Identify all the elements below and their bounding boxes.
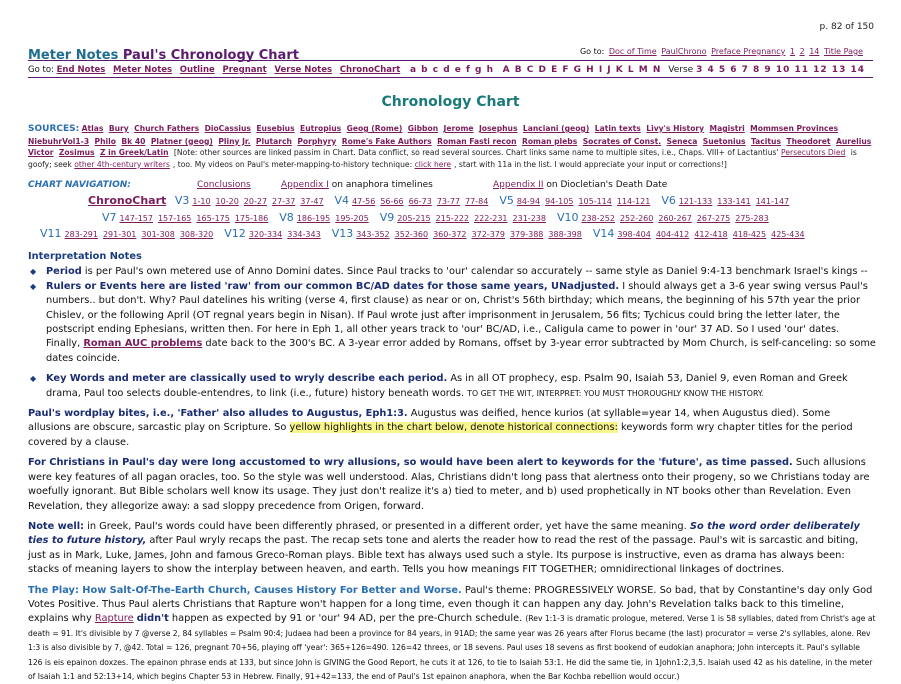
link-roman-auc[interactable]: Roman AUC problems: [83, 338, 203, 350]
link-chronochart[interactable]: ChronoChart: [339, 65, 401, 75]
source-link[interactable]: Lanciani (geog): [522, 124, 590, 133]
range-link[interactable]: 147-157: [119, 214, 153, 223]
range-link[interactable]: 165-175: [196, 214, 230, 223]
link-persecutors-died[interactable]: Persecutors Died: [781, 148, 846, 158]
source-link[interactable]: Latin texts: [594, 124, 641, 133]
interp-heading: Interpretation Notes: [28, 251, 142, 262]
source-link[interactable]: Roman plebs: [521, 136, 578, 146]
verse-label: V13: [331, 227, 354, 240]
page-number: p. 82 of 150: [819, 22, 874, 32]
source-link[interactable]: Magistri: [709, 124, 745, 133]
source-link[interactable]: Plutarch: [255, 136, 292, 146]
source-link[interactable]: Eusebius: [256, 124, 295, 133]
range-link[interactable]: 320-334: [248, 230, 283, 239]
range-link[interactable]: 133-141: [717, 197, 751, 206]
range-link[interactable]: 20-27: [243, 197, 268, 206]
link-doc-of-time[interactable]: Doc of Time: [608, 47, 657, 56]
range-link[interactable]: 260-267: [658, 214, 692, 223]
source-link[interactable]: NiebuhrVol1-3: [28, 136, 90, 146]
link-meter-notes[interactable]: Meter Notes: [113, 65, 173, 75]
source-link[interactable]: Seneca: [666, 136, 698, 146]
range-link[interactable]: 238-252: [581, 214, 615, 223]
source-link[interactable]: Roman Fasti recon: [437, 136, 517, 146]
verse-label: V4: [334, 194, 350, 207]
page-title: Chronology Chart: [381, 94, 520, 110]
verse-label: V5: [499, 194, 514, 207]
source-link[interactable]: Geog (Rome): [346, 124, 403, 133]
nav-row-1: [88, 194, 794, 207]
range-link[interactable]: 47-56: [352, 197, 376, 206]
range-link[interactable]: 222-231: [474, 214, 508, 223]
range-link[interactable]: 283-291: [64, 230, 98, 239]
nav-row-3: [34, 227, 810, 240]
range-link[interactable]: 425-434: [771, 230, 805, 239]
verse-label: V14: [592, 227, 615, 240]
source-link[interactable]: Tacitus: [750, 136, 781, 146]
range-link[interactable]: 388-398: [548, 230, 582, 239]
range-link[interactable]: 186-195: [296, 214, 331, 223]
nav-row-2: [96, 211, 774, 224]
link-click-here[interactable]: click here: [414, 159, 452, 169]
link-paulchrono[interactable]: PaulChrono: [661, 47, 707, 56]
source-link[interactable]: Theodoret: [786, 136, 831, 146]
header-goto: Go to: Doc of Time PaulChrono Preface Pregnancy 1 2 14 Title Page: [579, 47, 863, 56]
range-link[interactable]: 418-425: [732, 230, 767, 239]
sources-block: SOURCES: Atlas Bury Church Fathers DioCassius Eusebius Eutropius Geog (Rome) Gibbon Jerome Josephus Lanciani (geog) Latin texts Livy's History Magistri Mommsen Provinces NiebuhrVol1-3 Philo Bk 40 Platner (geog) Pliny Jr. Plutarch Porphyry Rome's Fake Authors Roman Fasti recon Roman plebs Socrates of Const. Seneca Suetonius Tacitus Theodoret Aurelius Victor Zosimus Z in Greek/Latin [Note: other sources are linked passim in Chart. Data conflict, so read several sources. Chart links same name to multiple sites, i.e., Chaps. VIII+ of Lactantius' Persecutors Died is goofy; seek other 4th-century writers , too. My videos on Paul's meter-mapping-to-history technique: click here , start with 11a in the list. I would appreciate your input or corrections!]: [28, 124, 872, 169]
link-end-notes[interactable]: End Notes: [56, 65, 106, 75]
interpretation-notes: [28, 250, 876, 684]
range-link[interactable]: 334-343: [287, 230, 321, 239]
range-link[interactable]: 372-379: [471, 230, 505, 239]
range-link[interactable]: 352-360: [394, 230, 429, 239]
link-appendix-1[interactable]: Appendix I: [281, 180, 329, 190]
range-link[interactable]: 267-275: [696, 214, 731, 223]
range-link[interactable]: 379-388: [509, 230, 544, 239]
link-rapture[interactable]: Rapture: [94, 613, 134, 625]
range-link[interactable]: 77-84: [465, 197, 489, 206]
range-link[interactable]: 37-47: [300, 197, 324, 206]
range-link[interactable]: 360-372: [433, 230, 467, 239]
letters-lower[interactable]: a b c d e f g h: [409, 65, 495, 75]
range-link[interactable]: 73-77: [436, 197, 461, 206]
range-link[interactable]: 27-37: [272, 197, 296, 206]
link-preface-pregnancy[interactable]: Preface Pregnancy: [711, 47, 786, 56]
note-period: ◆ Period is per Paul's own metered use of Anno Domini dates. Since Paul tracks to 'our' calendar so accurately -- same style as Daniel 9:4-13 benchmark Israel's kings --: [28, 265, 876, 279]
source-link[interactable]: DioCassius: [204, 124, 251, 133]
source-link[interactable]: Atlas: [81, 124, 104, 133]
note-rulers: ◆ Rulers or Events here are listed 'raw' from our common BC/AD dates for those same years, UNadjusted. I should always get a 3-6 year swing versus Paul's numbers.. but don't. Why? Paul datelines his writing (verse 4, first clause) as near or on, Christ's 56th birthday; which means, the beginning of his 57th year the prior Chislev, or the following April (OT regnal years begin in Nisan). If Paul wrote just after imprisonment in Jerusalem, 56 fits; Tychicus could bring the letter later, the postscript ending Ephesians, written then. For here in Eph 1, all other years track to 'our' BC/AD, i.e., Caligula came to power in 'our' 37 AD. So I used 'our' dates. Finally, Roman AUC problems date back to the 300's BC. A 3-year error added by Romans, offset by 3-year error subtracted by Mom Church, is self-canceling: so some dates coincide.: [28, 280, 876, 366]
source-link[interactable]: Bk 40: [121, 136, 146, 146]
link-outline[interactable]: Outline: [179, 65, 215, 75]
range-link[interactable]: 175-186: [234, 214, 269, 223]
range-link[interactable]: 121-133: [678, 197, 713, 206]
source-link[interactable]: Aurelius Victor: [28, 136, 872, 158]
range-link[interactable]: 308-320: [179, 230, 214, 239]
source-link[interactable]: Mommsen Provinces: [750, 124, 839, 133]
range-link[interactable]: 195-205: [335, 214, 369, 223]
nav-bar: Go to: End Notes Meter Notes Outline Pregnant Verse Notes ChronoChart a b c d e f g h A B C D E F G H I J K L M N Verse 3 4 5 6 7 8 9 10 11 12 13 14: [28, 65, 865, 75]
link-14[interactable]: 14: [809, 47, 820, 56]
range-link[interactable]: 141-147: [755, 197, 790, 206]
verse-numbers[interactable]: 3 4 5 6 7 8 9 10 11 12 13 14: [696, 65, 865, 75]
verse-label: V10: [556, 211, 579, 224]
source-link[interactable]: Gibbon: [407, 124, 439, 133]
link-appendix-2[interactable]: Appendix II: [493, 180, 544, 190]
range-link[interactable]: 205-215: [397, 214, 431, 223]
range-link[interactable]: 114-121: [616, 197, 651, 206]
range-link[interactable]: 94-105: [545, 197, 574, 206]
range-link[interactable]: 291-301: [102, 230, 137, 239]
range-link[interactable]: 66-73: [408, 197, 432, 206]
source-link[interactable]: Z in Greek/Latin: [99, 148, 169, 158]
verse-label: V3: [174, 194, 190, 207]
divider: [28, 77, 873, 78]
link-chronochart-main[interactable]: ChronoChart: [88, 194, 167, 207]
source-link[interactable]: Rome's Fake Authors: [341, 136, 432, 146]
range-link[interactable]: 343-352: [356, 230, 390, 239]
range-link[interactable]: 10-20: [215, 197, 239, 206]
link-pregnant[interactable]: Pregnant: [222, 65, 267, 75]
verse-label: V9: [379, 211, 395, 224]
source-link[interactable]: Jerome: [443, 124, 474, 133]
source-link[interactable]: Suetonius: [702, 136, 746, 146]
range-link[interactable]: 398-404: [617, 230, 651, 239]
verse-label: V12: [224, 227, 246, 240]
divider: [28, 60, 873, 61]
link-verse-notes[interactable]: Verse Notes: [274, 65, 333, 75]
range-link[interactable]: 1-10: [192, 197, 211, 206]
link-1[interactable]: 1: [789, 47, 796, 56]
verse-label: V8: [279, 211, 294, 224]
source-link[interactable]: Socrates of Const.: [582, 136, 662, 146]
range-link[interactable]: 404-412: [655, 230, 690, 239]
range-link[interactable]: 231-238: [512, 214, 546, 223]
source-link[interactable]: Eutropius: [300, 124, 342, 133]
source-link[interactable]: Josephus: [478, 124, 518, 133]
note-play: The Play: How Salt-Of-The-Earth Church, Causes History For Better and Worse. Paul's theme: PROGRESSIVELY WORSE. So bad, that by Constantine's day only God Votes Positive. Thus Paul alerts Christians that Rapture won't happen for a long time, even though it can happen any day. John's Revelation talks back to this timeline, explains why Rapture didn't happen as expected by 91 or 'our' 94 AD, per the pre-Church schedule. (Rev 1:1-3 is dramatic prologue, metered. Verse 1 is 58 syllables, dated from Christ's age at death = 91. It's divisible by 7 @verse 2, 84 syllables = Psalm 90:4; Judaea had been a province for 84 years, in 91AD; the same year was 26 years after Florus became (the last) procurator = verse 2's syllables, alone. Rev 1:3 is also divisible by 7, @42. Total = 126, pregnant 70+56, playing off 'year': 365+126=490. 126=42 threes, or 18 sevens. Paul uses 18 sevens as first bookend of eudokian anaphora; John intercepts it. Paul's syllable 126 is eis epainon doxzes. The epainon phrase ends at 133, but since John is GIVING the Good Report, he cuts it at 126, to tie to Isaiah 53:1. He did the same tie, in 1John1:2,3,5. Isaiah used 42 as his dateline, in the meter of Isaiah 1:1 and 52:13+14, which begins Chapter 53 in Hebrew. Finally, 91+42=133, the end of Paul's 1st epainon anaphora, when the Bar Kochba rebellion would occur.): [28, 584, 876, 681]
verse-label: V7: [102, 211, 117, 224]
link-title-page[interactable]: Title Page: [823, 47, 863, 56]
link-2[interactable]: 2: [799, 47, 805, 56]
note-keywords: ◆ Key Words and meter are classically used to wryly describe each period. As in all OT prophecy, esp. Psalm 90, Isaiah 53, Daniel 9, even Roman and Greek drama, Paul too selects double-entendres, to link (i.e., future) history beneath words. TO GET THE WIT, INTERPRET: YOU MUST THOROUGHLY KNOW THE HISTORY.: [28, 372, 876, 401]
range-link[interactable]: 56-66: [380, 197, 404, 206]
verse-label: V11: [40, 227, 62, 240]
link-conclusions[interactable]: Conclusions: [197, 180, 251, 190]
source-link[interactable]: Church Fathers: [134, 124, 200, 133]
range-link[interactable]: 105-114: [578, 197, 612, 206]
link-4th-century-writers[interactable]: other 4th-century writers: [74, 159, 170, 169]
range-link[interactable]: 301-308: [141, 230, 175, 239]
source-link[interactable]: Zosimus: [58, 148, 95, 158]
range-link[interactable]: 215-222: [435, 214, 470, 223]
letter-index: a b c d e f g h A B C D E F G H I J K L M N Verse 3 4 5 6 7 8 9 10 11 12 13 14: [409, 65, 865, 75]
source-link[interactable]: Philo: [94, 136, 116, 146]
range-link[interactable]: 275-283: [735, 214, 769, 223]
note-christians: For Christians in Paul's day were long accustomed to wry allusions, so would have been alert to keywords for the 'future', as time passed. Such allusions were key features of all pagan oracles, too. So the style was well understood. Alas, Christians didn't long pass that alertness onto their progeny, so we Christians today are woefully ignorant. But Bible scholars well know its usage. They just don't realize it's a) tied to meter, and b) used prophetically in NT books other than Revelation. Even Revelation, they allegorize away: a sad sloppy precedence from Origen, forward.: [28, 457, 870, 512]
verse-label: V6: [661, 194, 676, 207]
range-link[interactable]: 412-418: [694, 230, 728, 239]
brand-title[interactable]: Meter Notes Paul's Chronology Chart: [28, 48, 299, 63]
source-link[interactable]: Livy's History: [646, 124, 705, 133]
note-wordplay: Paul's wordplay bites, i.e., 'Father' also alludes to Augustus, Eph1:3. Augustus was deified, hence kurios (at syllable=year 14, when Augustus died). Some allusions are obscure, sarcastic play on Scripture. So yellow highlights in the chart below, denote historical connections: keywords form wry chapter titles for the period covered by a clause.: [28, 408, 853, 448]
note-well: Note well: in Greek, Paul's words could have been differently phrased, or presented in a different order, yet have the same meaning. So the word order deliberately ties to future history, after Paul wryly recaps the past. The recap sets tone and alerts the reader how to read the rest of the passage. Paul's wit is sarcastic and biting, just as in Mark, Luke, James, John and famous Greco-Roman plays. Bible text has always used such a style. Its purpose is instructive, even as drama has always been: stacks of meaning layers to show the interplay between heaven, and earth. Tells you how meanings FIT TOGETHER; omnidirectional linkages of doctrines.: [28, 520, 860, 576]
letters-upper[interactable]: A B C D E F G H I J K L M N: [502, 65, 662, 75]
source-link[interactable]: Platner (geog): [150, 136, 213, 146]
source-link[interactable]: Bury: [108, 124, 129, 133]
source-link[interactable]: Pliny Jr.: [218, 136, 251, 146]
range-link[interactable]: 84-94: [516, 197, 541, 206]
range-link[interactable]: 157-165: [157, 214, 192, 223]
range-link[interactable]: 252-260: [619, 214, 654, 223]
source-link[interactable]: Porphyry: [297, 136, 337, 146]
